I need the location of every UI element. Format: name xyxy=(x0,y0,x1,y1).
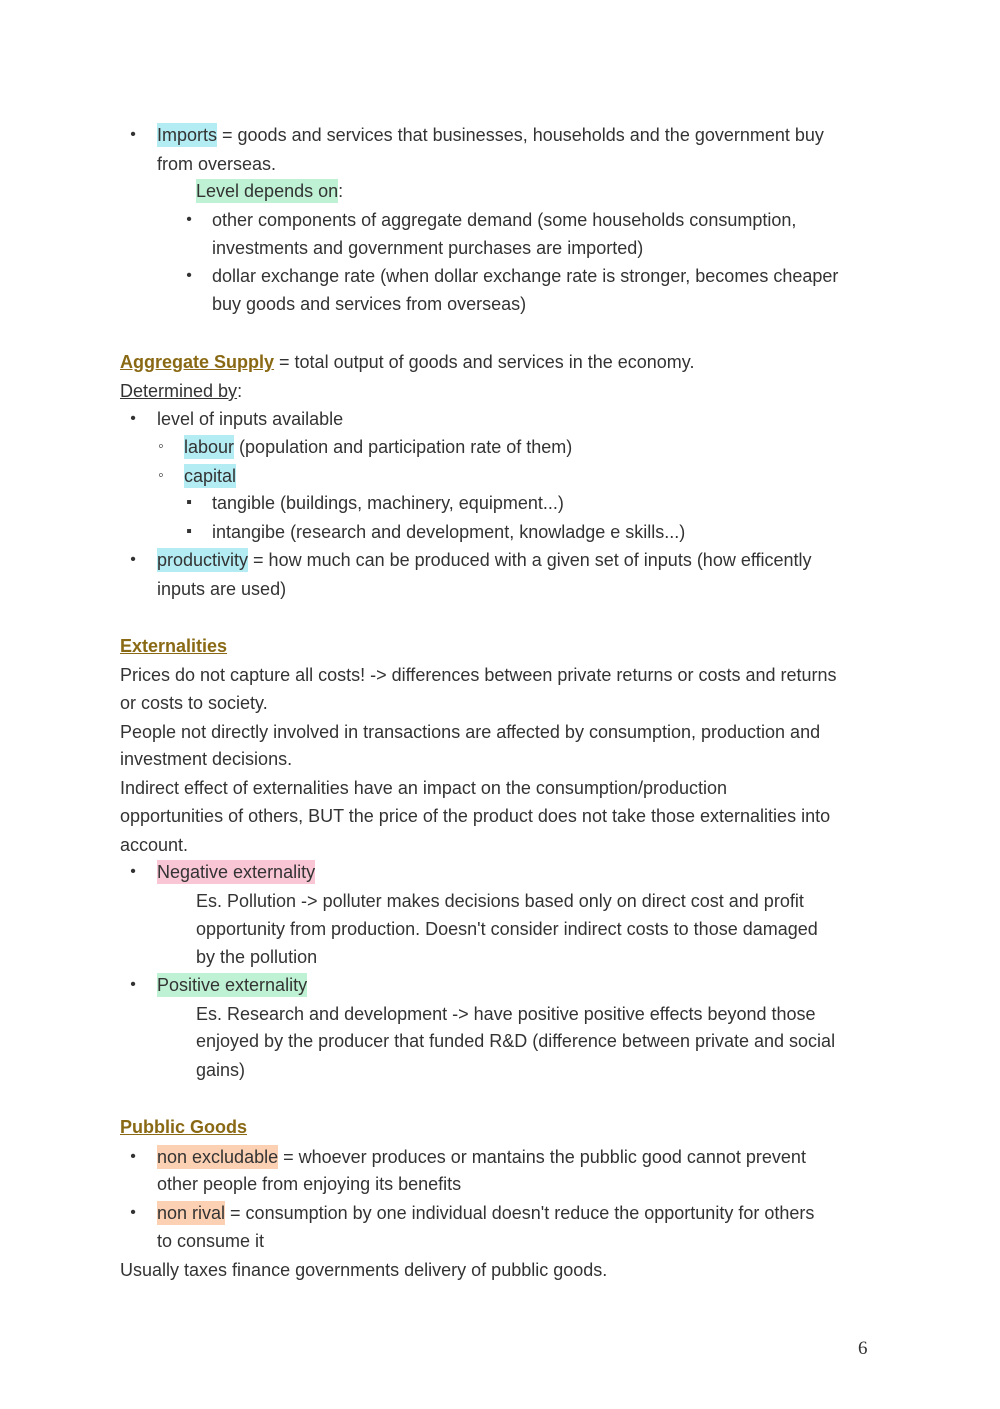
externalities-p2-line-2: investment decisions. xyxy=(120,749,293,769)
externalities-p1-line-2: or costs to society. xyxy=(120,693,268,713)
aggregate-supply-definition: = total output of goods and services in the economy. xyxy=(274,352,695,372)
positive-example-line-2: enjoyed by the producer that funded R&D (difference between private and social xyxy=(196,1031,836,1051)
bullet-circle: ◦ xyxy=(158,467,164,484)
tangible-line: tangible (buildings, machinery, equipment...) xyxy=(212,493,564,513)
negative-example-line-2: opportunity from production. Doesn't consider indirect costs to those damaged xyxy=(196,919,818,939)
productivity-line-1: productivity = how much can be produced with a given set of inputs (how efficently xyxy=(157,550,812,570)
bullet-disc: • xyxy=(130,1148,136,1165)
intangible-line: intangibe (research and development, knowladge e skills...) xyxy=(212,522,686,542)
externalities-p3-line-1: Indirect effect of externalities have an impact on the consumption/production xyxy=(120,778,728,798)
imports-item-2-line-2: buy goods and services from overseas) xyxy=(212,294,527,314)
labour-term: labour xyxy=(184,437,235,457)
imports-line-2: from overseas. xyxy=(157,154,277,174)
bullet-disc: • xyxy=(130,551,136,568)
determined-by-line: Determined by: xyxy=(120,381,243,401)
capital-term: capital xyxy=(184,466,237,486)
labour-line: labour (population and participation rate of them) xyxy=(184,437,573,457)
positive-externality-line xyxy=(157,972,307,998)
aggregate-supply-line xyxy=(120,349,694,375)
non-excludable-line-2: other people from enjoying its benefits xyxy=(157,1174,462,1194)
positive-externality-term: Positive externality xyxy=(157,975,308,995)
negative-externality-line xyxy=(157,859,315,885)
imports-item-1-line-2: investments and government purchases are imported) xyxy=(212,238,644,258)
bullet-disc: • xyxy=(130,126,136,143)
non-rival-line-2: to consume it xyxy=(157,1231,265,1251)
level-depends-line: Level depends on: xyxy=(196,181,344,201)
imports-item-1-line-1: other components of aggregate demand (some households consumption, xyxy=(212,210,797,230)
page-number: 6 xyxy=(858,1338,868,1359)
externalities-p3-line-2: opportunities of others, BUT the price of the product does not take those externalities into xyxy=(120,806,831,826)
capital-line xyxy=(184,463,236,489)
public-goods-closing: Usually taxes finance governments delivery of pubblic goods. xyxy=(120,1260,608,1280)
bullet-disc: • xyxy=(186,211,192,228)
non-excludable-line-1: non excludable = whoever produces or mantains the pubblic good cannot prevent xyxy=(157,1147,806,1167)
productivity-term: productivity xyxy=(157,550,249,570)
bullet-disc: • xyxy=(130,1204,136,1221)
non-rival-term: non rival xyxy=(157,1203,226,1223)
positive-example-line-1: Es. Research and development -> have positive positive effects beyond those xyxy=(196,1004,816,1024)
bullet-disc: • xyxy=(130,410,136,427)
bullet-square: ▪ xyxy=(186,494,192,511)
imports-term: Imports xyxy=(157,125,218,145)
externalities-p1-line-1: Prices do not capture all costs! -> differences between private returns or costs and returns xyxy=(120,665,837,685)
imports-line-1 xyxy=(157,122,824,148)
negative-externality-term: Negative externality xyxy=(157,862,316,882)
externalities-p3-line-3: account. xyxy=(120,835,189,855)
productivity-line-2: inputs are used) xyxy=(157,579,287,599)
level-depends-label: Level depends on xyxy=(196,181,339,201)
externalities-line xyxy=(120,633,227,659)
externalities-heading: Externalities xyxy=(120,636,228,656)
bullet-disc: • xyxy=(130,863,136,880)
bullet-disc: • xyxy=(186,267,192,284)
non-excludable-term: non excludable xyxy=(157,1147,279,1167)
public-goods-heading: Pubblic Goods xyxy=(120,1117,248,1137)
negative-example-line-3: by the pollution xyxy=(196,947,318,967)
bullet-circle: ◦ xyxy=(158,438,164,455)
non-rival-line-1: non rival = consumption by one individual doesn't reduce the opportunity for others xyxy=(157,1203,815,1223)
aggregate-supply-heading: Aggregate Supply xyxy=(120,352,275,372)
negative-example-line-1: Es. Pollution -> polluter makes decisions based only on direct cost and profit xyxy=(196,891,804,911)
determined-by-label: Determined by xyxy=(120,381,238,401)
public-goods-line xyxy=(120,1114,247,1140)
bullet-disc: • xyxy=(130,976,136,993)
bullet-square: ▪ xyxy=(186,523,192,540)
positive-example-line-3: gains) xyxy=(196,1060,246,1080)
imports-item-2-line-1: dollar exchange rate (when dollar exchange rate is stronger, becomes cheaper xyxy=(212,266,839,286)
externalities-p2-line-1: People not directly involved in transactions are affected by consumption, production and xyxy=(120,722,821,742)
imports-definition: = goods and services that businesses, households and the government buy xyxy=(217,125,824,145)
inputs-available-line: level of inputs available xyxy=(157,409,344,429)
